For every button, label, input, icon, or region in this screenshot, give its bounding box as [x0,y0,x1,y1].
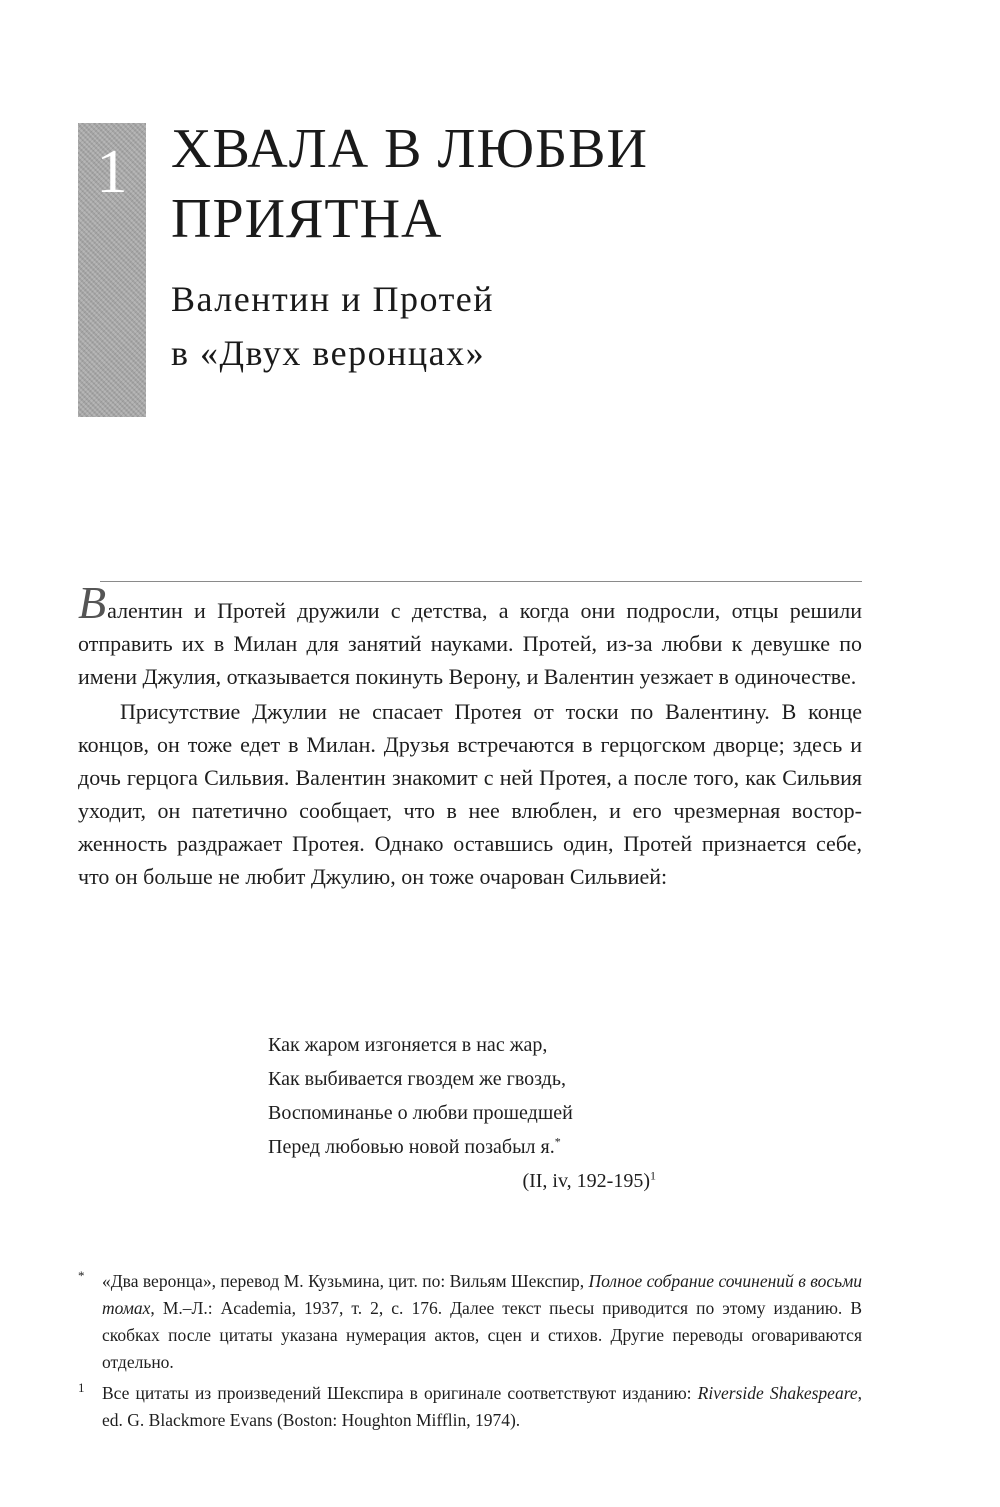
footnote-star-text-a: «Два веронца», перевод М. Кузьмина, цит. по: Вильям Шекспир, [102,1271,589,1291]
footnote-1-text-b: , ed. G. Blackmore Evans (Boston: Houghton Mifflin, 1974). [102,1383,862,1430]
chapter-title [171,114,951,254]
body-text [78,577,862,893]
footnote-star [78,1268,862,1376]
footnotes [78,1268,862,1434]
footnote-ref-1[interactable]: 1 [650,1168,656,1183]
poem-line-2: Как выбивается гвоздем же гвоздь, [268,1068,566,1090]
poem-line-4-text: Перед любовью новой позабыл я. [268,1136,555,1158]
footnote-1-title: Riverside Shakespeare [697,1383,858,1403]
footnote-1-mark: 1 [78,1380,85,1395]
poem-reference-text: (II, iv, 192-195) [522,1170,650,1192]
footnote-star-mark: * [78,1268,85,1283]
poem-line-4 [268,1130,688,1164]
footnote-1 [78,1380,862,1434]
drop-cap: В [78,577,107,628]
footnote-1-text-a: Все цитаты из произведений Шекспира в оригинале соответствуют изданию: [102,1383,698,1403]
poem-quote [268,1028,688,1198]
paragraph-2: Присутствие Джулии не спасает Протея от тоски по Валентину. В конце концов, он тоже едет в Милан. Друзья встречаются в герцогском дворце; здесь и дочь герцога Сильвия. Валентин знакомит с ней Протея, а после того, как Сильвия уходит, он патетично сообщает, что в нее влюблен, и его чрезмерная восторженность раздражает Протея. Однако оставшись один, Протей признается себе, что он больше не любит Джулию, он тоже очарован Сильвией: [78,699,862,889]
paragraph-1 [78,577,862,693]
poem-line-3: Воспоминанье о любви прошедшей [268,1102,573,1124]
footnote-star-text-b: , М.–Л.: Academia, 1937, т. 2, с. 176. Далее текст пьесы приводится по этому изданию. В скобках после цитаты указана нумерация актов, сцен и стихов. Другие переводы оговариваются отдельно. [102,1298,862,1372]
chapter-number: 1 [96,138,128,206]
chapter-subtitle-line-1: Валентин и Протей [171,279,495,319]
footnote-ref-star[interactable]: * [554,1134,561,1149]
chapter-title-line-1: ХВАЛА В ЛЮБВИ [171,118,648,180]
section-divider [100,581,862,582]
footnote-star-title: Полное собрание сочинений в восьми томах [102,1271,862,1318]
poem-line-1: Как жаром изгоняется в нас жар, [268,1034,548,1056]
chapter-subtitle [171,272,951,380]
paragraph-1-text: алентин и Протей дружили с детства, а когда они подросли, отцы решили отправить их в Милан для занятий науками. Протей, из-за любви к девушке по имени Джулия, отказывается покинуть Верону, и Валентин уезжает в одиночестве. [78,598,862,689]
chapter-title-line-2: ПРИЯТНА [171,188,443,250]
chapter-number-bar [78,123,146,417]
chapter-subtitle-line-2: в «Двух веронцах» [171,333,486,373]
poem-reference [268,1164,688,1198]
